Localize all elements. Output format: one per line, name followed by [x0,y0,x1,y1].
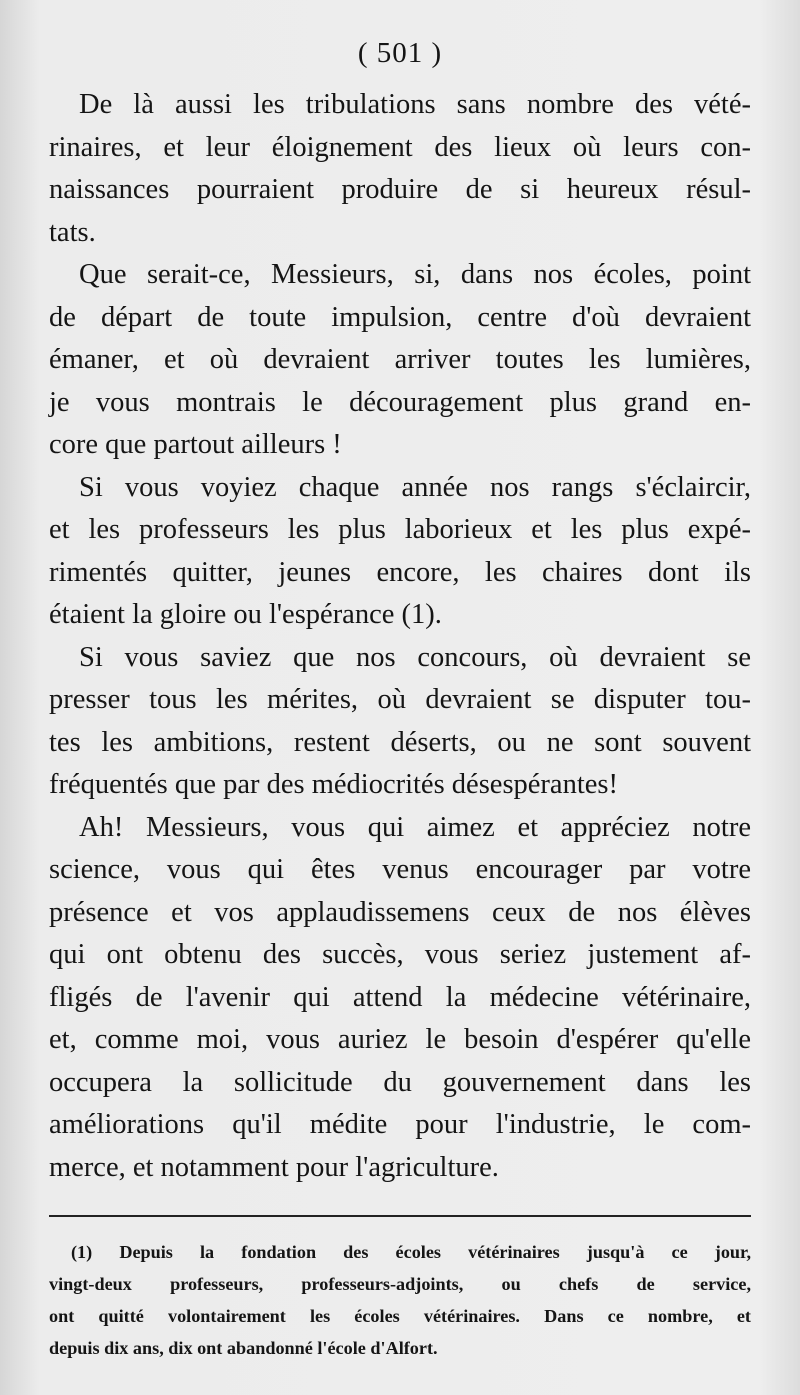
footnote-line-4: depuis dix ans, dix ont abandonné l'école d'Alfort. [49,1338,438,1358]
paragraph-3-line-1: Si vous voyiez chaque année nos rangs s'éclaircir, [79,471,751,503]
body-text [49,84,751,1189]
footnote-line-2: vingt-deux professeurs, professeurs-adjoints, ou chefs de service, [49,1274,751,1294]
footnote-line-3: ont quitté volontairement les écoles vétérinaires. Dans ce nombre, et [49,1306,751,1326]
paragraph-3-line-3: rimentés quitter, jeunes encore, les chaires dont ils [49,556,751,588]
paragraph-4-line-3: tes les ambitions, restent déserts, ou ne sont souvent [49,726,751,758]
paragraph-5-line-5: fligés de l'avenir qui attend la médecine vétérinaire, [49,981,751,1013]
paragraph-2-line-3: émaner, et où devraient arriver toutes les lumières, [49,344,751,375]
paragraph-5-line-7: occupera la sollicitude du gouvernement dans les [49,1066,751,1098]
footnote-separator [49,1215,751,1217]
paragraph-5-line-9: merce, et notamment pour l'agriculture. [49,1151,499,1183]
paragraph-5-line-6: et, comme moi, vous auriez le besoin d'espérer qu'elle [49,1024,751,1055]
footnote-line-1: (1) Depuis la fondation des écoles vétérinaires jusqu'à ce jour, [71,1242,751,1262]
paragraph-2-line-5: core que partout ailleurs ! [49,429,342,460]
paragraph-1-line-4: tats. [49,216,96,248]
page-number: ( 501 ) [357,37,443,69]
paragraph-4-line-1: Si vous saviez que nos concours, où devraient se [79,641,751,673]
paragraph-4-line-2: presser tous les mérites, où devraient se disputer tou- [49,684,751,715]
paragraph-5-line-4: qui ont obtenu des succès, vous seriez justement af- [49,939,751,970]
footnote [49,1236,751,1364]
paragraph-5-line-1: Ah! Messieurs, vous qui aimez et appréciez notre [79,811,751,843]
paragraph-4-line-4: fréquentés que par des médiocrités désespérantes! [49,769,618,800]
paragraph-5-line-2: science, vous qui êtes venus encourager par votre [49,854,751,885]
paragraph-5-line-8: améliorations qu'il médite pour l'industrie, le com- [49,1109,751,1140]
paragraph-2-line-4: je vous montrais le découragement plus grand en- [49,386,751,418]
paragraph-3-line-2: et les professeurs les plus laborieux et les plus expé- [49,514,751,545]
paragraph-2-line-1: Que serait-ce, Messieurs, si, dans nos écoles, point [79,259,751,290]
paragraph-3-line-4: étaient la gloire ou l'espérance (1). [49,599,442,630]
paragraph-5-line-3: présence et vos applaudissemens ceux de nos élèves [49,896,751,928]
paragraph-1-line-3: naissances pourraient produire de si heureux résul- [49,174,751,205]
paragraph-1-line-2: rinaires, et leur éloignement des lieux où leurs con- [49,131,751,163]
paragraph-1-line-1: De là aussi les tribulations sans nombre des vété- [79,89,751,120]
paragraph-2-line-2: de départ de toute impulsion, centre d'où devraient [49,301,751,333]
